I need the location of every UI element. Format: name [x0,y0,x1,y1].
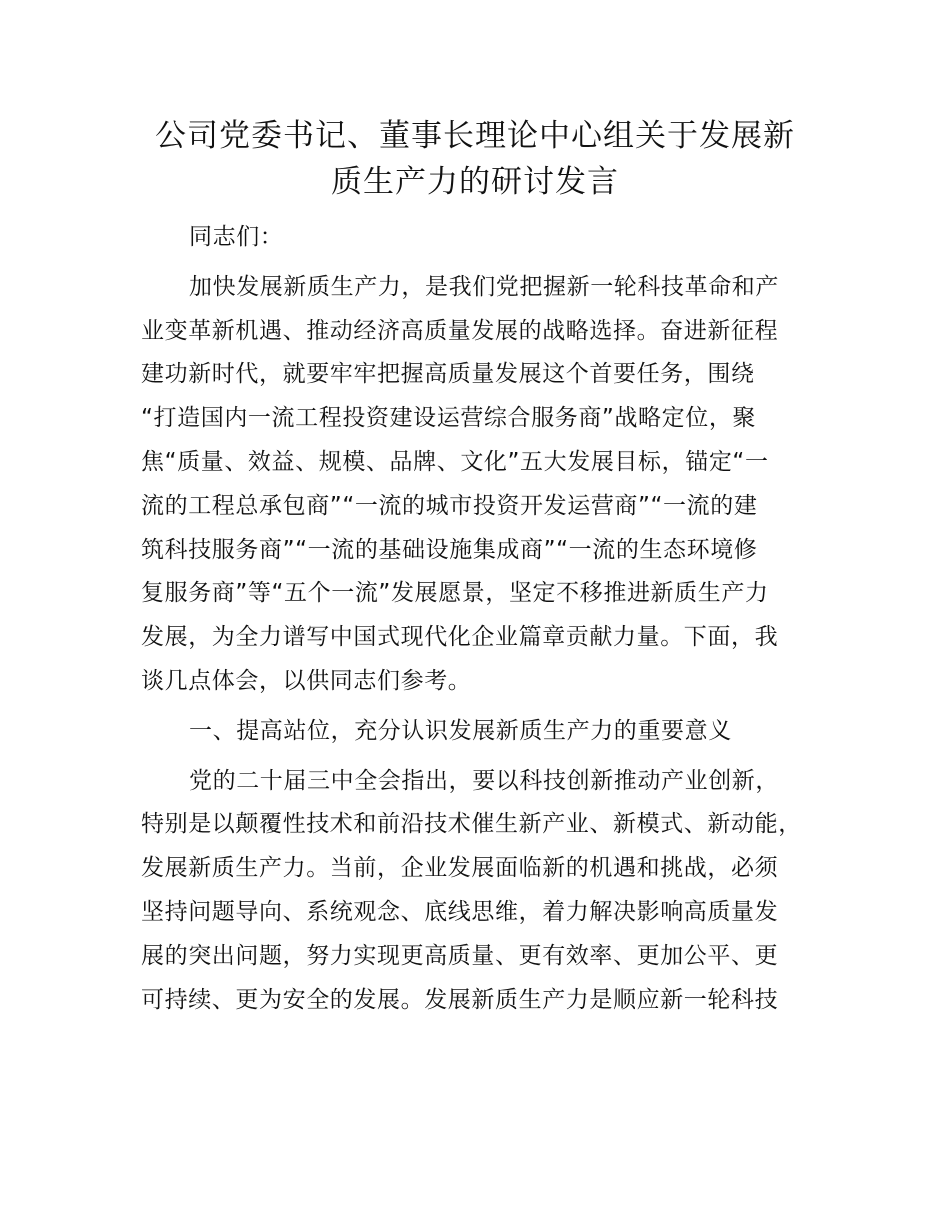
document-title [140,113,810,205]
paragraph-line: 特别是以颠覆性技术和前沿技术催生新产业、新模式、新动能， [141,811,802,838]
paragraph-line: 筑科技服务商”“一流的基础设施集成商”“一流的生态环境修 [141,536,758,563]
paragraph-line: 发展，为全力谱写中国式现代化企业篇章贡献力量。下面，我 [141,624,779,651]
paragraph-line: 发展新质生产力。当前，企业发展面临新的机遇和挑战，必须 [141,855,779,882]
paragraph-1 [141,266,831,704]
paragraph-2 [141,760,831,1023]
paragraph-line: 展的突出问题，努力实现更高质量、更有效率、更加公平、更 [141,942,779,969]
paragraph-line: 谈几点体会，以供同志们参考。 [141,667,472,694]
paragraph-line: 坚持问题导向、系统观念、底线思维，着力解决影响高质量发 [141,898,779,925]
paragraph-line: 复服务商”等“五个一流”发展愿景，坚定不移推进新质生产力 [141,580,769,607]
paragraph-line: “打造国内一流工程投资建设运营综合服务商”战略定位，聚 [141,405,757,432]
paragraph-line: 建功新时代，就要牢牢把握高质量发展这个首要任务，围绕 [141,361,755,388]
paragraph-line: 可持续、更为安全的发展。发展新质生产力是顺应新一轮科技 [141,986,779,1013]
paragraph-line: 流的工程总承包商”“一流的城市投资开发运营商”“一流的建 [141,492,758,519]
title-line: 公司党委书记、董事长理论中心组关于发展新 [155,118,795,154]
document-body [141,216,831,1022]
section-heading-1: 一、提高站位，充分认识发展新质生产力的重要意义 [189,717,732,744]
paragraph-line: 党的二十届三中全会指出，要以科技创新推动产业创新， [189,767,779,794]
paragraph-line: 焦“质量、效益、规模、品牌、文化”五大发展目标，锚定“一 [141,448,769,475]
paragraph-line: 业变革新机遇、推动经济高质量发展的战略选择。奋进新征程 [141,317,779,344]
salutation: 同志们： [189,224,284,250]
paragraph-line: 加快发展新质生产力，是我们党把握新一轮科技革命和产 [189,273,779,300]
title-line: 质生产力的研讨发言 [331,164,619,200]
